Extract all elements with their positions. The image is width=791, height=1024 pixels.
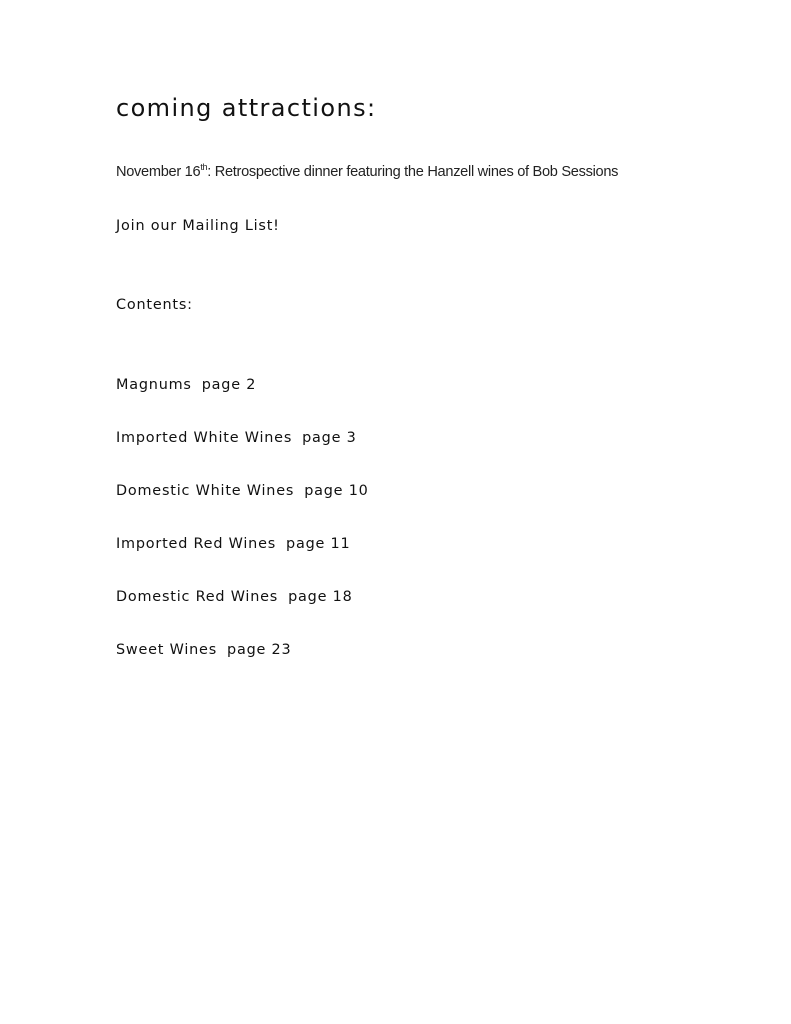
toc-item-page: page 3 xyxy=(302,430,357,446)
contents-label: Contents: xyxy=(116,297,193,313)
event-date-ordinal: th xyxy=(200,162,208,173)
toc-item-page: page 10 xyxy=(304,483,369,499)
mailing-list-link[interactable]: Join our Mailing List! xyxy=(116,218,280,234)
event-date: November 16 xyxy=(116,164,201,180)
event-description: : Retrospective dinner featuring the Hanzell wines of Bob Sessions xyxy=(207,164,619,180)
toc-item-page: page 11 xyxy=(286,536,351,552)
toc-item-title: Magnums xyxy=(116,377,192,393)
toc-item-title: Imported Red Wines xyxy=(116,536,277,552)
toc-item-domestic-white-wines[interactable] xyxy=(116,481,369,534)
event-announcement xyxy=(116,162,618,182)
toc-item-magnums[interactable] xyxy=(116,375,369,428)
toc-item-imported-white-wines[interactable] xyxy=(116,428,369,481)
toc-item-title: Domestic Red Wines xyxy=(116,589,279,605)
toc-item-title: Sweet Wines xyxy=(116,642,218,658)
toc-item-sweet-wines[interactable] xyxy=(116,640,369,693)
toc-item-page: page 18 xyxy=(288,589,353,605)
toc-item-title: Domestic White Wines xyxy=(116,483,295,499)
toc-item-title: Imported White Wines xyxy=(116,430,293,446)
toc-item-domestic-red-wines[interactable] xyxy=(116,587,369,640)
table-of-contents xyxy=(116,375,369,693)
page-heading: coming attractions: xyxy=(116,94,377,122)
toc-item-imported-red-wines[interactable] xyxy=(116,534,369,587)
toc-item-page: page 2 xyxy=(201,377,257,393)
toc-item-page: page 23 xyxy=(227,642,292,658)
